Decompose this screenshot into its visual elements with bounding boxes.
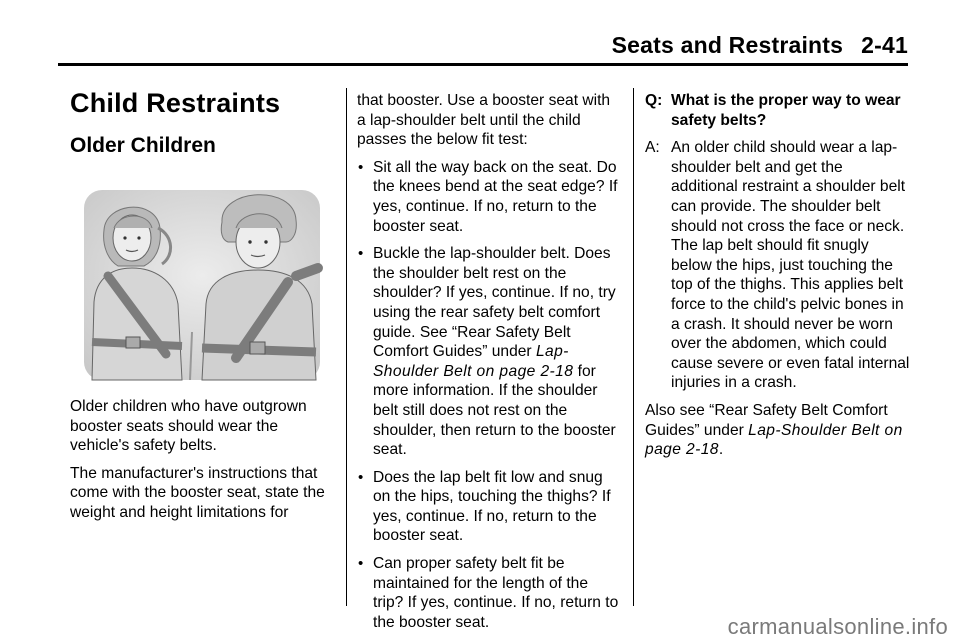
column-3 <box>645 91 910 468</box>
cross-reference-link[interactable]: Lap-Shoulder Belt on page 2-18 <box>373 343 574 380</box>
list-item-text: Sit all the way back on the seat. Do the knees bend at the seat edge? If yes, continue. If no, return to the booster seat. <box>373 158 618 235</box>
answer-label: A: <box>645 139 660 157</box>
section-title: Seats and Restraints <box>611 32 844 58</box>
column-divider <box>346 88 347 606</box>
answer-text: An older child should wear a lap-shoulder belt and get the additional restraint a shoulder belt can provide. The shoulder belt should not cross the face or neck. The lap belt should fit snugly below the hips, just touching the top of the thighs. This applies belt force to the child's pelvic bones in a crash. It should never be worn over the abdomen, which could cause severe or even fatal internal injuries in a crash. <box>671 139 910 392</box>
paragraph-text: . <box>718 441 724 459</box>
bullet-icon: • <box>358 555 364 573</box>
answer <box>645 138 910 393</box>
list-item-text: Buckle the lap-shoulder belt. Does the shoulder belt rest on the shoulder? If yes, continue. If no, try using the rear safety belt comfort guide. See “Rear Safety Belt Comfort Guides” under <box>373 245 616 361</box>
watermark: carmanualsonline.info <box>727 614 948 639</box>
bullet-icon: • <box>358 158 364 176</box>
bullet-icon: • <box>358 468 364 486</box>
column-divider <box>633 88 634 606</box>
paragraph: Older children who have outgrown booster seats should wear the vehicle's safety belts. <box>70 398 307 455</box>
bullet-icon: • <box>358 245 364 263</box>
list-item <box>357 158 619 236</box>
list-item <box>357 554 619 632</box>
header-rule <box>58 63 908 66</box>
cross-reference-link[interactable]: Lap-Shoulder Belt on page 2-18 <box>645 421 903 459</box>
list-item <box>357 244 619 460</box>
paragraph: that booster. Use a booster seat with a lap-shoulder belt until the child passes the below fit test: <box>357 92 611 149</box>
question-label: Q: <box>645 92 663 109</box>
paragraph <box>645 401 910 460</box>
paragraph-text: Also see “Rear Safety Belt Comfort Guides” under <box>645 401 888 439</box>
two-children-wearing-lap-shoulder-belts-illustration <box>70 182 328 384</box>
question <box>645 91 910 130</box>
list-item <box>357 468 619 546</box>
section-subtitle: Older Children <box>70 134 216 157</box>
column-1 <box>70 397 332 531</box>
list-item-text: Does the lap belt fit low and snug on the hips, touching the thighs? If yes, continue. If no, return to the booster seat. <box>373 468 611 545</box>
paragraph: The manufacturer's instructions that come with the booster seat, state the weight and height limitations for <box>70 464 325 521</box>
column-2 <box>357 91 619 640</box>
list-item-text: Can proper safety belt fit be maintained for the length of the trip? If yes, continue. If no, return to the booster seat. <box>373 555 619 631</box>
list-item-text: for more information. If the shoulder belt still does not rest on the shoulder, then return to the booster seat. <box>373 362 616 459</box>
page-number: 2-41 <box>861 32 908 58</box>
page-title: Child Restraints <box>70 88 281 118</box>
question-text: What is the proper way to wear safety belts? <box>671 92 901 129</box>
page-header <box>612 32 908 59</box>
